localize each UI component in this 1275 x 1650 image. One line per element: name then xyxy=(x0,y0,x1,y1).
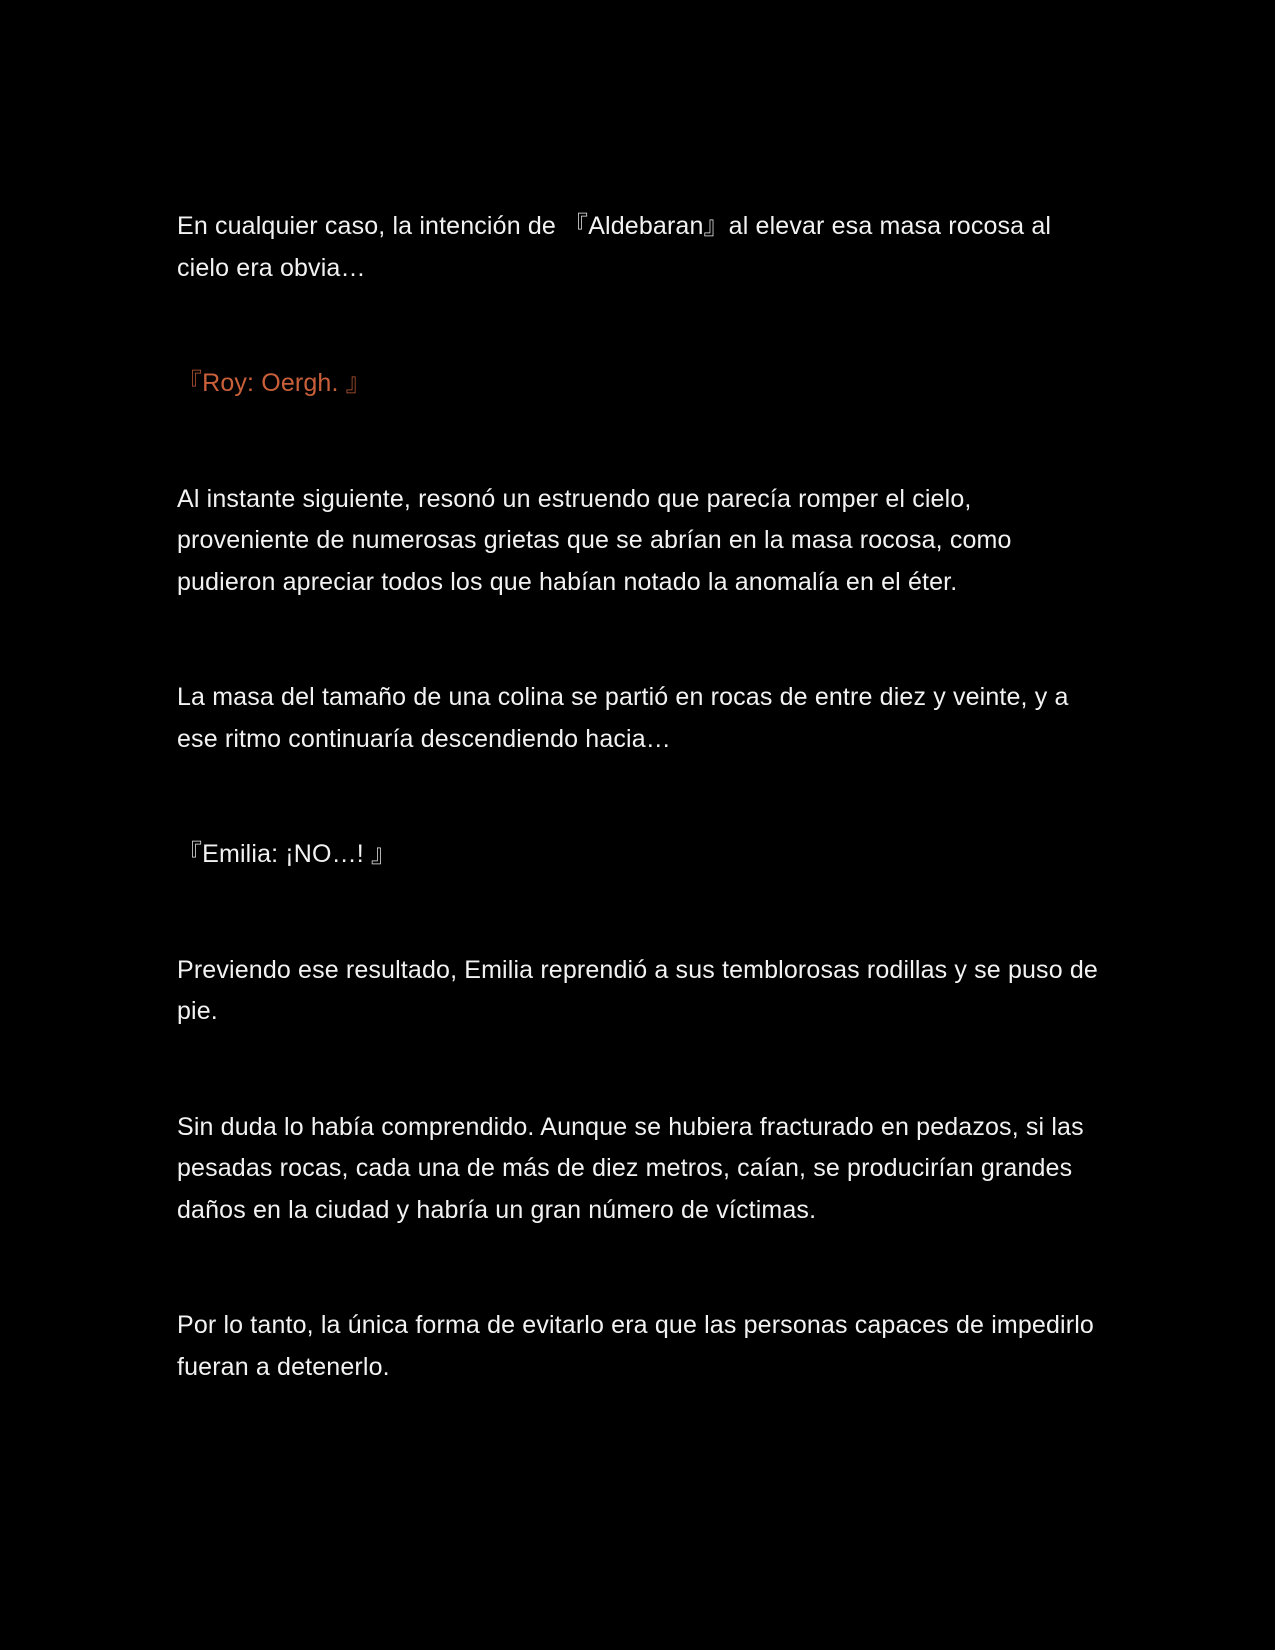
paragraph-4: Previendo ese resultado, Emilia reprendió a sus temblorosas rodillas y se puso de pie. xyxy=(177,955,1098,1025)
dialogue-roy: 『Roy: Oergh. 』 xyxy=(177,369,371,397)
paragraph-3: La masa del tamaño de una colina se partió en rocas de entre diez y veinte, y a ese ritmo continuaría descendiendo hacia… xyxy=(177,683,1069,753)
paragraph-1: En cualquier caso, la intención de 『Aldebaran』al elevar esa masa rocosa al cielo era obvia… xyxy=(177,212,1052,282)
text-column xyxy=(177,206,1107,1388)
dialogue-emilia: 『Emilia: ¡NO…! 』 xyxy=(177,840,397,868)
paragraph-6: Por lo tanto, la única forma de evitarlo era que las personas capaces de impedirlo fueran a detenerlo. xyxy=(177,1311,1094,1381)
paragraph-2: Al instante siguiente, resonó un estruendo que parecía romper el cielo, proveniente de numerosas grietas que se abrían en la masa rocosa, como pudieron apreciar todos los que habían notado la anomalía en el éter. xyxy=(177,484,1012,596)
paragraph-5: Sin duda lo había comprendido. Aunque se hubiera fracturado en pedazos, si las pesadas rocas, cada una de más de diez metros, caían, se producirían grandes daños en la ciudad y habría un gran número de víctimas. xyxy=(177,1112,1084,1224)
